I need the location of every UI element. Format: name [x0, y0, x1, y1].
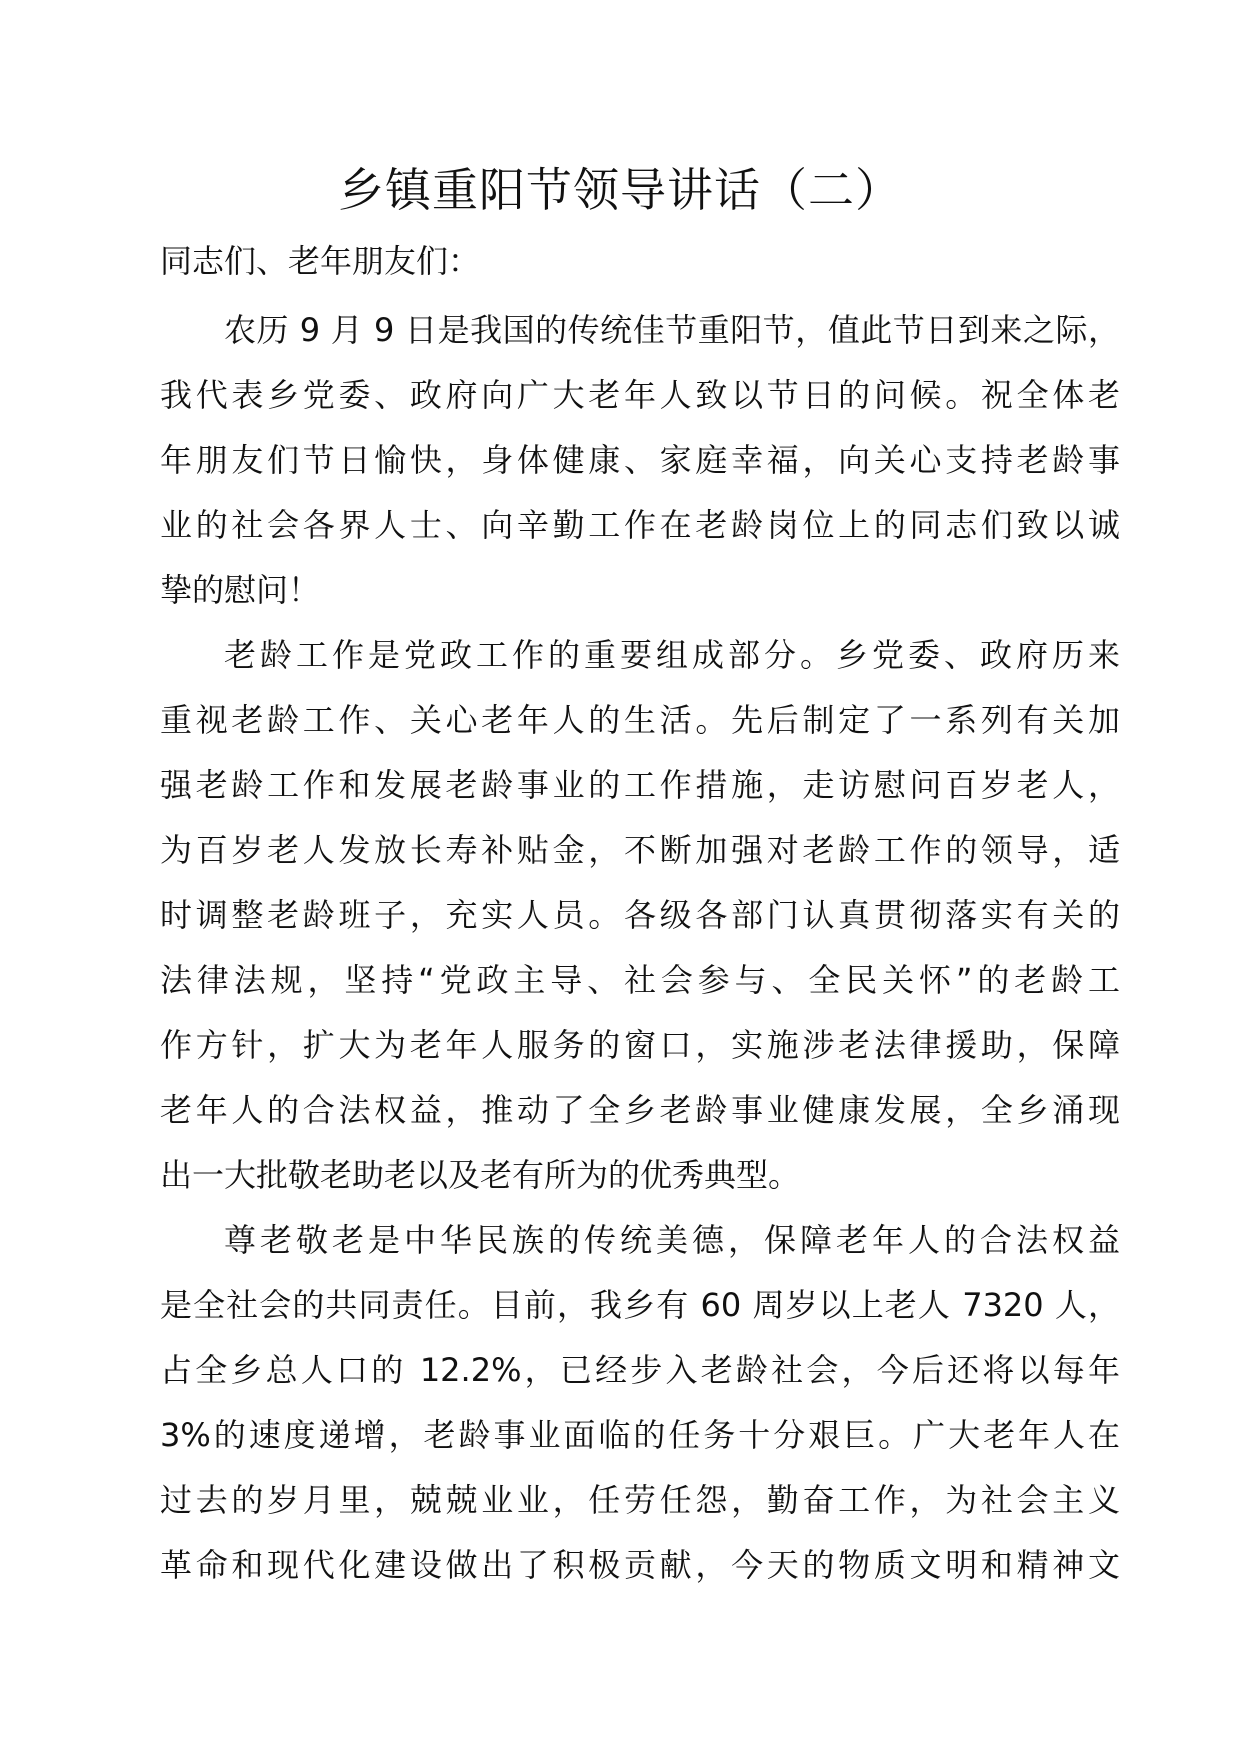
text-line: 作方针，扩大为老年人服务的窗口，实施涉老法律援助，保障: [160, 1026, 1120, 1064]
text-line: 老龄工作是党政工作的重要组成部分。乡党委、政府历来: [224, 636, 1120, 674]
text-line: 为百岁老人发放长寿补贴金，不断加强对老龄工作的领导，适: [160, 831, 1120, 869]
paragraph-1: [160, 298, 1120, 623]
text-line: 重视老龄工作、关心老年人的生活。先后制定了一系列有关加: [160, 701, 1120, 739]
paragraph-2: [160, 623, 1120, 1208]
text-line: 年朋友们节日愉快，身体健康、家庭幸福，向关心支持老龄事: [160, 441, 1120, 479]
text-line: 法律法规，坚持“党政主导、社会参与、全民关怀”的老龄工: [160, 961, 1120, 999]
text-line: 3%的速度递增，老龄事业面临的任务十分艰巨。广大老年人在: [160, 1416, 1120, 1454]
text-line: 老年人的合法权益，推动了全乡老龄事业健康发展，全乡涌现: [160, 1091, 1120, 1129]
text-line: 革命和现代化建设做出了积极贡献，今天的物质文明和精神文: [160, 1546, 1120, 1584]
salutation: 同志们、老年朋友们：: [160, 242, 481, 280]
text-line: 业的社会各界人士、向辛勤工作在老龄岗位上的同志们致以诚: [160, 506, 1120, 544]
text-line: 占全乡总人口的 12.2%，已经步入老龄社会，今后还将以每年: [160, 1351, 1120, 1389]
text-line: 出一大批敬老助老以及老有所为的优秀典型。: [160, 1156, 801, 1194]
text-line: 时调整老龄班子，充实人员。各级各部门认真贯彻落实有关的: [160, 896, 1120, 934]
text-line: 挚的慰问！: [160, 571, 321, 609]
document-body: [160, 298, 1120, 1598]
text-line: 过去的岁月里，兢兢业业，任劳任怨，勤奋工作，为社会主义: [160, 1481, 1120, 1519]
text-line: 强老龄工作和发展老龄事业的工作措施，走访慰问百岁老人，: [160, 766, 1120, 804]
text-line: 是全社会的共同责任。目前，我乡有 60 周岁以上老人 7320 人，: [160, 1286, 1120, 1324]
text-line: 我代表乡党委、政府向广大老年人致以节日的问候。祝全体老: [160, 376, 1120, 414]
paragraph-3: [160, 1208, 1120, 1598]
text-line: 尊老敬老是中华民族的传统美德，保障老年人的合法权益: [224, 1221, 1120, 1259]
document-title: 乡镇重阳节领导讲话（二）: [338, 163, 902, 217]
text-line: 农历 9 月 9 日是我国的传统佳节重阳节，值此节日到来之际，: [224, 311, 1120, 349]
